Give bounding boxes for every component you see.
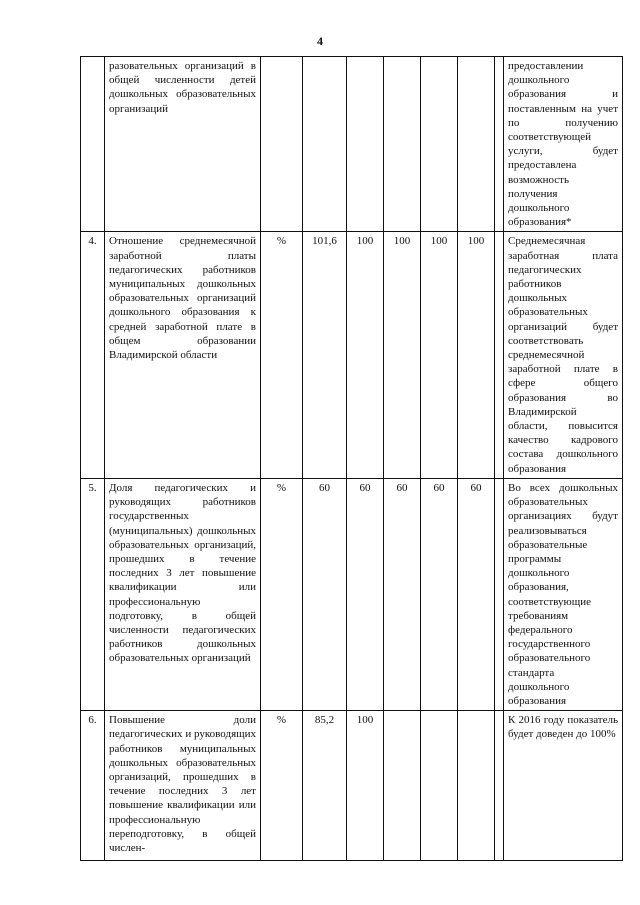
row-number: 4. bbox=[81, 232, 105, 478]
value-cell: 100 bbox=[458, 232, 495, 478]
indicator-cell: разовательных организаций в общей численности детей дошкольных образовательных организаций bbox=[105, 57, 261, 232]
unit-cell: % bbox=[261, 232, 303, 478]
table-row bbox=[81, 711, 623, 861]
value-cell: 100 bbox=[347, 711, 384, 861]
indicator-cell: Повышение доли педагогических и руководящих работников муниципальных дошкольных образовательных организаций, прошедших в течение последних 3 лет повышение квалификации или профессиональную переподготовку, в общей числен- bbox=[105, 711, 261, 861]
value-cell: 60 bbox=[421, 478, 458, 710]
value-cell bbox=[421, 57, 458, 232]
value-cell bbox=[495, 232, 504, 478]
table-row bbox=[81, 232, 623, 478]
value-cell: 60 bbox=[458, 478, 495, 710]
value-cell: 101,6 bbox=[303, 232, 347, 478]
value-cell: 100 bbox=[421, 232, 458, 478]
row-number bbox=[81, 57, 105, 232]
value-cell: 100 bbox=[384, 232, 421, 478]
indicator-cell: Доля педагогических и руководящих работников государственных (муниципальных) дошкольных образовательных организаций, прошедших в течение последних 3 лет повышение квалификации или профессиональную подготовку, в общей численности педагогических работников дошкольных образовательных организаций bbox=[105, 478, 261, 710]
value-cell: 60 bbox=[384, 478, 421, 710]
value-cell bbox=[384, 57, 421, 232]
value-cell bbox=[421, 711, 458, 861]
unit-cell: % bbox=[261, 478, 303, 710]
value-cell: 85,2 bbox=[303, 711, 347, 861]
unit-cell bbox=[261, 57, 303, 232]
result-cell: Во всех дошкольных образовательных организациях будут реализовываться образовательные программы дошкольного образования, соответствующие требованиям федерального государственного образовательного стандарта дошкольного образования bbox=[504, 478, 623, 710]
value-cell bbox=[495, 57, 504, 232]
page-number: 4 bbox=[317, 34, 323, 48]
indicators-table bbox=[80, 56, 623, 861]
result-cell: К 2016 году показатель будет доведен до 100% bbox=[504, 711, 623, 861]
result-cell: предоставлении дошкольного образования и поставленным на учет по получению соответствующей услуги, будет предоставлена возможность получения дошкольного образования* bbox=[504, 57, 623, 232]
unit-cell: % bbox=[261, 711, 303, 861]
table-row bbox=[81, 478, 623, 710]
table-row bbox=[81, 57, 623, 232]
value-cell bbox=[458, 57, 495, 232]
value-cell: 100 bbox=[347, 232, 384, 478]
value-cell: 60 bbox=[347, 478, 384, 710]
value-cell bbox=[303, 57, 347, 232]
value-cell bbox=[384, 711, 421, 861]
value-cell bbox=[495, 711, 504, 861]
result-cell: Среднемесячная заработная плата педагогических работников дошкольных образовательных организаций будет соответствовать среднемесячной заработной плате в сфере общего образования во Владимирской области, повысится качество кадрового состава дошкольного образования bbox=[504, 232, 623, 478]
value-cell: 60 bbox=[303, 478, 347, 710]
row-number: 5. bbox=[81, 478, 105, 710]
value-cell bbox=[458, 711, 495, 861]
indicator-cell: Отношение среднемесячной заработной платы педагогических работников муниципальных дошкольных образовательных организаций дошкольного образования к средней заработной плате в общем образовании Владимирской области bbox=[105, 232, 261, 478]
value-cell bbox=[347, 57, 384, 232]
value-cell bbox=[495, 478, 504, 710]
row-number: 6. bbox=[81, 711, 105, 861]
